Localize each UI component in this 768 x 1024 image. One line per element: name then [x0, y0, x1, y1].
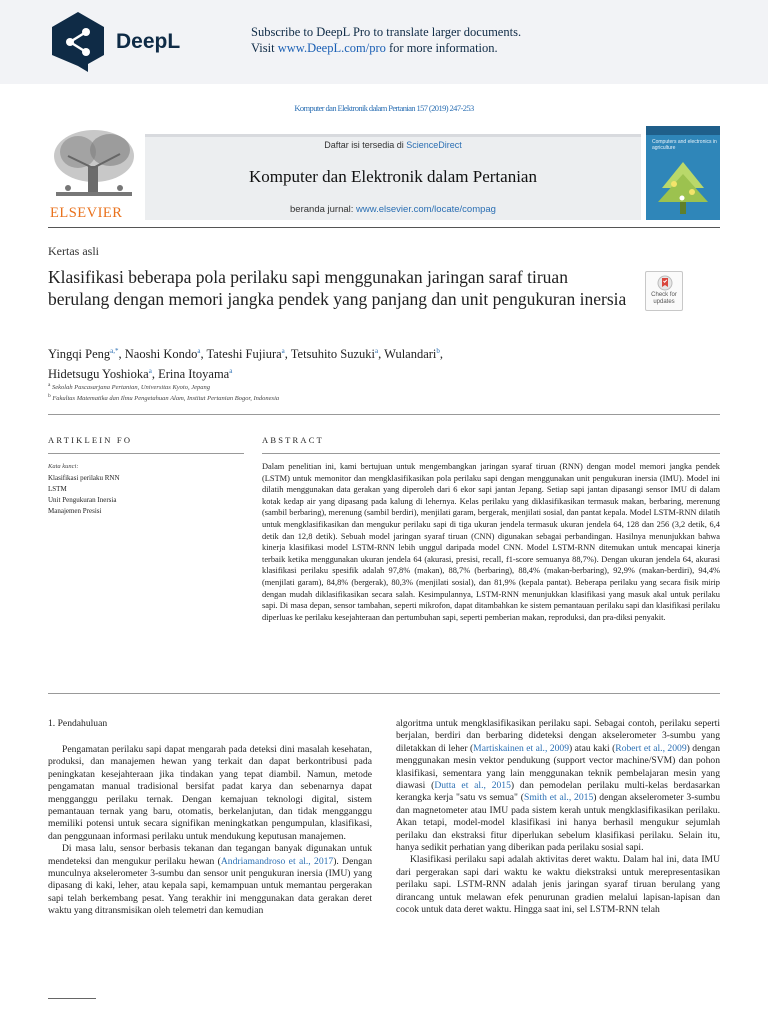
- deepl-promo-text: [251, 24, 521, 56]
- author-name[interactable]: Yingqi Peng: [48, 347, 111, 362]
- author-affiliation-marker[interactable]: a,*: [110, 347, 119, 355]
- citation-link[interactable]: Smith et al., 2015: [524, 792, 594, 804]
- intro-p3-text-c: ) dengan menggunakan mesin vektor pendukung (support vector machine/SVM) dan pohon klasifikasi, sementara yang lain menggunakan teknik pembelajaran mesin yang diawasi (: [396, 742, 720, 792]
- affiliation-b: [48, 393, 279, 402]
- body-left-column: [48, 744, 372, 918]
- body-right-column: [396, 718, 720, 917]
- journal-reference-link[interactable]: Komputer dan Elektronik dalam Pertanian 157 (2019) 247-253: [294, 103, 474, 113]
- keyword-item: Unit Pengukuran Inersia: [48, 496, 117, 504]
- intro-paragraph-1: Pengamatan perilaku sapi dapat mengarah pada deteksi dini masalah kesehatan, produksi, dan manajemen hewan yang terkait dan dapat berkontribusi pada peningkatan kesejahteraan jika tindakan yang tepat diambil. Namun, metode pengamatan manual tradisional bersifat padat karya dan sebenarnya dapat mengganggu perilaku ternak. Dengan kemajuan teknologi digital, sistem pemantauan ternak yang baru, otomatis, berkelanjutan, dan tidak mengganggu memiliki potensi untuk secara signifikan meningkatkan pengumpulan, klasifikasi, dan penggunaan informasi perilaku untuk mendukung keputusan manajemen.: [48, 744, 372, 842]
- affiliation-b-marker: b: [48, 393, 51, 399]
- keyword-item: Manajemen Presisi: [48, 507, 102, 515]
- journal-title: Komputer dan Elektronik dalam Pertanian: [249, 167, 537, 186]
- deepl-brand-name: DeepL: [116, 30, 181, 53]
- abstract-rule: [262, 453, 720, 454]
- author-affiliation-marker[interactable]: a: [197, 347, 201, 355]
- cover-title: Computers and electronics in agriculture: [652, 139, 717, 151]
- deepl-banner: [0, 0, 768, 84]
- intro-paragraph-2: [48, 843, 372, 917]
- footnote-rule: [48, 998, 96, 999]
- author-name[interactable]: Wulandari: [384, 347, 437, 362]
- elsevier-tree-icon: [48, 126, 140, 202]
- author-affiliation-marker[interactable]: a: [229, 367, 233, 376]
- affiliation-b-text: Fakultas Matematika dan Ilmu Pengetahuan Alam, Institut Pertanian Bogor, Indonesia: [52, 395, 280, 403]
- intro-p2-text-a: Di masa lalu, sensor berbasis tekanan dan tegangan banyak digunakan untuk mendeteksi dan mengukur perilaku hewan (: [48, 843, 372, 867]
- citation-link[interactable]: Robert et al., 2009: [615, 742, 687, 754]
- introduction-heading: 1. Pendahuluan: [48, 718, 108, 729]
- contents-available-line: [145, 140, 641, 150]
- keyword-item: LSTM: [48, 485, 67, 493]
- citation-link[interactable]: Andriamandroso et al., 2017: [220, 855, 334, 867]
- affiliation-a-marker: a: [48, 382, 51, 388]
- intro-p3-text-d: ) dan pemodelan perilaku multi-kelas berdasarkan kerangka kerja "satu vs semua" (: [396, 780, 720, 804]
- intro-paragraph-3: [396, 718, 720, 854]
- elsevier-wordmark: ELSEVIER: [50, 205, 123, 221]
- author-separator: ,: [200, 347, 207, 362]
- author-affiliation-marker[interactable]: b: [436, 347, 440, 355]
- keywords-label: Kata kunci:: [48, 463, 79, 470]
- paper-title: Klasifikasi beberapa pola perilaku sapi menggunakan jaringan saraf tiruan berulang dengan memori jangka pendek yang panjang dan unit pengukuran inersia: [48, 267, 627, 309]
- deepl-logo-icon: [48, 10, 108, 74]
- promo-line-2: [251, 40, 521, 56]
- homepage-text: beranda jurnal:: [290, 204, 357, 215]
- citation-link[interactable]: Dutta et al., 2015: [434, 780, 511, 792]
- abstract-text: Dalam penelitian ini, kami bertujuan untuk mengembangkan jaringan syaraf tiruan (RNN) dengan model memori jangka pendek (LSTM) untuk memonitor dan mengklasifikasikan pola perilaku sapi dengan menggunakan unit pengukuran inersia (IMU). Model ini dilatih menggunakan data gerakan yang diperoleh dari 6 ekor sapi jantan Jepang. Setiap sapi jantan dipasangi sensor IMU di dalam kotak kedap air yang dipasang pada kalung di lehernya. Kelas perilaku yang diklasifikasikan termasuk makan, berbaring, merenung (sambil berbaring), merenung (sambil berdiri), menjilati garam, bergerak, menjilati sosial, dan pantat kepala. Model LSTM-RNN dilatih untuk mengklasifikasikan dan mengukur perilaku sapi di tiga ukuran jendela termasuk ukuran jendela 64, 128 dan 256 (3,2 detik, 6,4 detik dan 12,8 detik). Sebuah model jaringan syaraf tiruan (CNN) digunakan sebagai perbandingan. Hasilnya menunjukkan bahwa kinerja klasifikasi model LSTM-RNN lebih unggul daripada model CNN. Model LSTM-RNN ditemukan untuk mencapai kinerja terbaik ketika menggunakan ukuran jendela 64 (akurasi, presisi, recall, f1-score semuanya 88,7%). Dengan ukuran jendela 64, akurasi klasifikasi perilaku spesifik adalah 97,8% (makan), 88,7% (berbaring), 88,4% (makan-berbaring), 92,9% (makan-berdiri), 94,4% (menjilati garam), 84,8% (bergerak), 80,3% (menjilati sosial), dan 81,9% (kepala pantat). Beberapa perilaku yang secara fisik mirip dengan mudah diklasifikasikan secara salah. Kesimpulannya, LSTM-RNN menunjukkan klasifikasi yang masuk akal untuk perilaku sapi. Di masa depan, sensor tambahan, seperti mikrofon, dapat ditambahkan ke sistem pemantauan perilaku sapi dan klasifikasi perilaku diperluas ke perilaku kesejahteraan dan pertumbuhan sapi, seperti pemberian makan, reproduksi, dan pra-diksi penyakit.: [262, 462, 720, 622]
- author-separator: ,: [151, 367, 159, 382]
- author-name[interactable]: Naoshi Kondo: [124, 347, 198, 362]
- author-name[interactable]: Tetsuhito Suzuki: [290, 347, 375, 362]
- author-name[interactable]: Erina Itoyama: [158, 367, 230, 382]
- journal-cover-image: [646, 126, 720, 220]
- cover-plant-icon: [652, 158, 714, 216]
- intro-p3-text-b: ) atau kaki (: [569, 742, 616, 754]
- journal-homepage-link[interactable]: www.elsevier.com/locate/compag: [356, 204, 496, 215]
- journal-homepage-line: [145, 204, 641, 215]
- author-separator: ,: [439, 347, 444, 362]
- promo-more-info-text: for more information.: [385, 41, 498, 55]
- author-affiliation-marker[interactable]: a: [281, 347, 285, 355]
- affiliation-a-text: Sekolah Pascasarjana Pertanian, Universitas Kyoto, Jepang: [52, 384, 210, 392]
- promo-visit-text: Visit: [251, 41, 278, 55]
- author-name[interactable]: Tateshi Fujiura: [206, 347, 282, 362]
- cover-stripe: [646, 126, 720, 135]
- citation-link[interactable]: Martiskainen et al., 2009: [473, 742, 570, 754]
- intro-paragraph-4: Klasifikasi perilaku sapi adalah aktivitas deret waktu. Dalam hal ini, data IMU dari pergerakan sapi dari waktu ke waktu diekstraksi untuk merepresentasikan perilaku sapi. LSTM-RNN adalah jenis jaringan syaraf tiruan berulang yang dirancang untuk melawan efek penurunan gradien melalui lapisan-lapisan dan cocok untuk data deret waktu. Hingga saat ini, sel LSTM-RNN telah: [396, 854, 720, 916]
- article-type: Kertas asli: [48, 244, 99, 258]
- article-info-rule: [48, 453, 244, 454]
- abstract-bottom-rule: [48, 693, 720, 694]
- intro-p3-text-a: algoritma untuk mengklasifikasikan perilaku sapi. Sebagai contoh, perilaku seperti berjalan, berdiri dan berbaring dideteksi dengan akselerometer 3-sumbu yang diletakkan di leher (: [396, 718, 720, 754]
- check-updates-label: Check for updates: [651, 292, 677, 305]
- affiliation-rule: [48, 414, 720, 415]
- deepl-logo[interactable]: [48, 10, 180, 74]
- abstract-heading: ABSTRACT: [262, 435, 324, 445]
- article-info-heading: ARTIKLEIN FO: [48, 435, 133, 445]
- author-name[interactable]: Hidetsugu Yoshioka: [48, 367, 149, 382]
- journal-header: [48, 126, 720, 220]
- author-affiliation-marker[interactable]: a: [148, 367, 152, 376]
- elsevier-logo: [48, 126, 140, 220]
- header-rule: [48, 227, 720, 228]
- intro-p3-text-e: ) dengan akselerometer 3-sumbu dan magnetometer atau IMU pada sistem kerah untuk mengklasifikasikan perilaku. Akan tetapi, model-model klasifikasi ini hanya berhasil mengukur sejumlah perilaku dan ekstraksi fitur diperlukan sebelum klasifikasi perilaku. Selain itu, hanya sedikit perhatian yang diberikan pada perilaku sosial sapi.: [396, 792, 721, 854]
- author-separator: ,: [378, 347, 385, 362]
- author-list: [48, 343, 688, 383]
- affiliation-a: [48, 382, 210, 391]
- check-updates-icon: [657, 275, 673, 291]
- journal-header-box: [145, 134, 641, 220]
- deepl-pro-link[interactable]: www.DeepL.com/pro: [277, 41, 386, 55]
- available-text: Daftar isi tersedia di: [324, 140, 407, 150]
- author-affiliation-marker[interactable]: a: [375, 347, 379, 355]
- keyword-item: Klasifikasi perilaku RNN: [48, 474, 120, 482]
- sciencedirect-link[interactable]: ScienceDirect: [406, 140, 462, 150]
- intro-p2-text-b: ). Dengan munculnya akselerometer 3-sumbu dan sensor unit pengukuran inersia (IMU) yang dipasang di kaki, leher, atau kepala sapi, kemampuan untuk memantau pergerakan sapi telah berkembang pesat. Yang terakhir ini menggunakan data gerakan deret waktu yang ditransmisikan oleh telemetri dan kemudian: [48, 855, 372, 917]
- promo-line-1: Subscribe to DeepL Pro to translate larger documents.: [251, 25, 522, 39]
- check-for-updates-badge[interactable]: [645, 271, 683, 311]
- author-separator: ,: [118, 347, 125, 362]
- author-separator: ,: [284, 347, 291, 362]
